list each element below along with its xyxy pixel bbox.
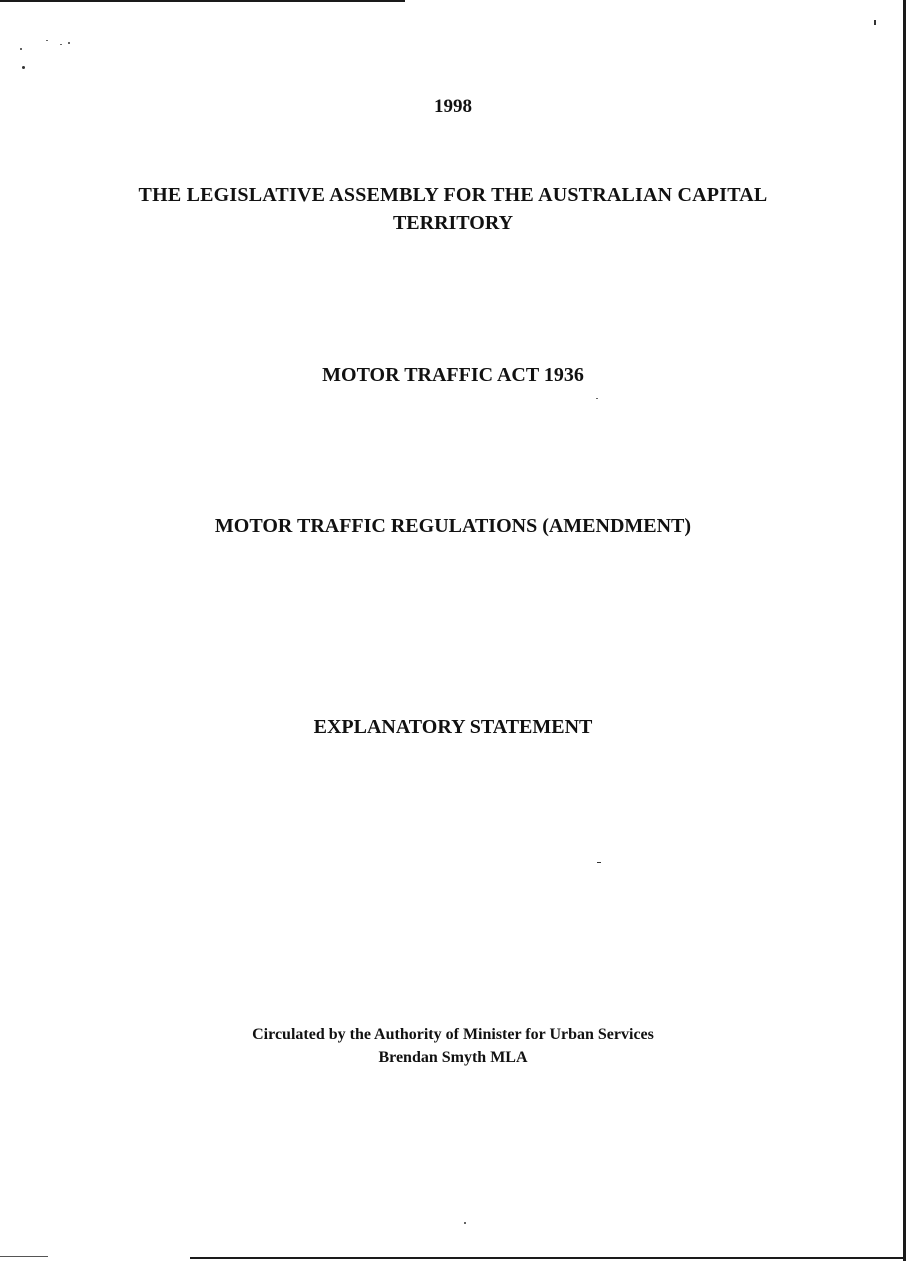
document-year: 1998 — [434, 96, 472, 117]
scan-edge-top — [0, 0, 405, 2]
act-title: MOTOR TRAFFIC ACT 1936 — [322, 364, 584, 386]
scan-edge-bottom — [190, 1257, 906, 1259]
minister-name: Brendan Smyth MLA — [378, 1049, 528, 1066]
scan-speck — [46, 40, 48, 41]
scan-speck — [874, 20, 876, 25]
scan-speck — [22, 66, 25, 69]
assembly-heading-line-1: THE LEGISLATIVE ASSEMBLY FOR THE AUSTRALIAN CAPITAL — [138, 184, 768, 206]
assembly-heading-line-2: TERRITORY — [392, 212, 514, 234]
scan-speck — [596, 398, 598, 399]
scan-speck — [68, 42, 70, 44]
scan-speck — [597, 862, 601, 863]
regulations-title: MOTOR TRAFFIC REGULATIONS (AMENDMENT) — [214, 515, 692, 537]
scan-speck — [464, 1222, 466, 1224]
scan-speck — [20, 48, 22, 50]
circulated-by-line: Circulated by the Authority of Minister for Urban Services — [252, 1026, 654, 1043]
scan-edge-bottom-left — [0, 1256, 48, 1257]
scan-speck — [60, 44, 62, 45]
statement-title: EXPLANATORY STATEMENT — [313, 716, 593, 738]
